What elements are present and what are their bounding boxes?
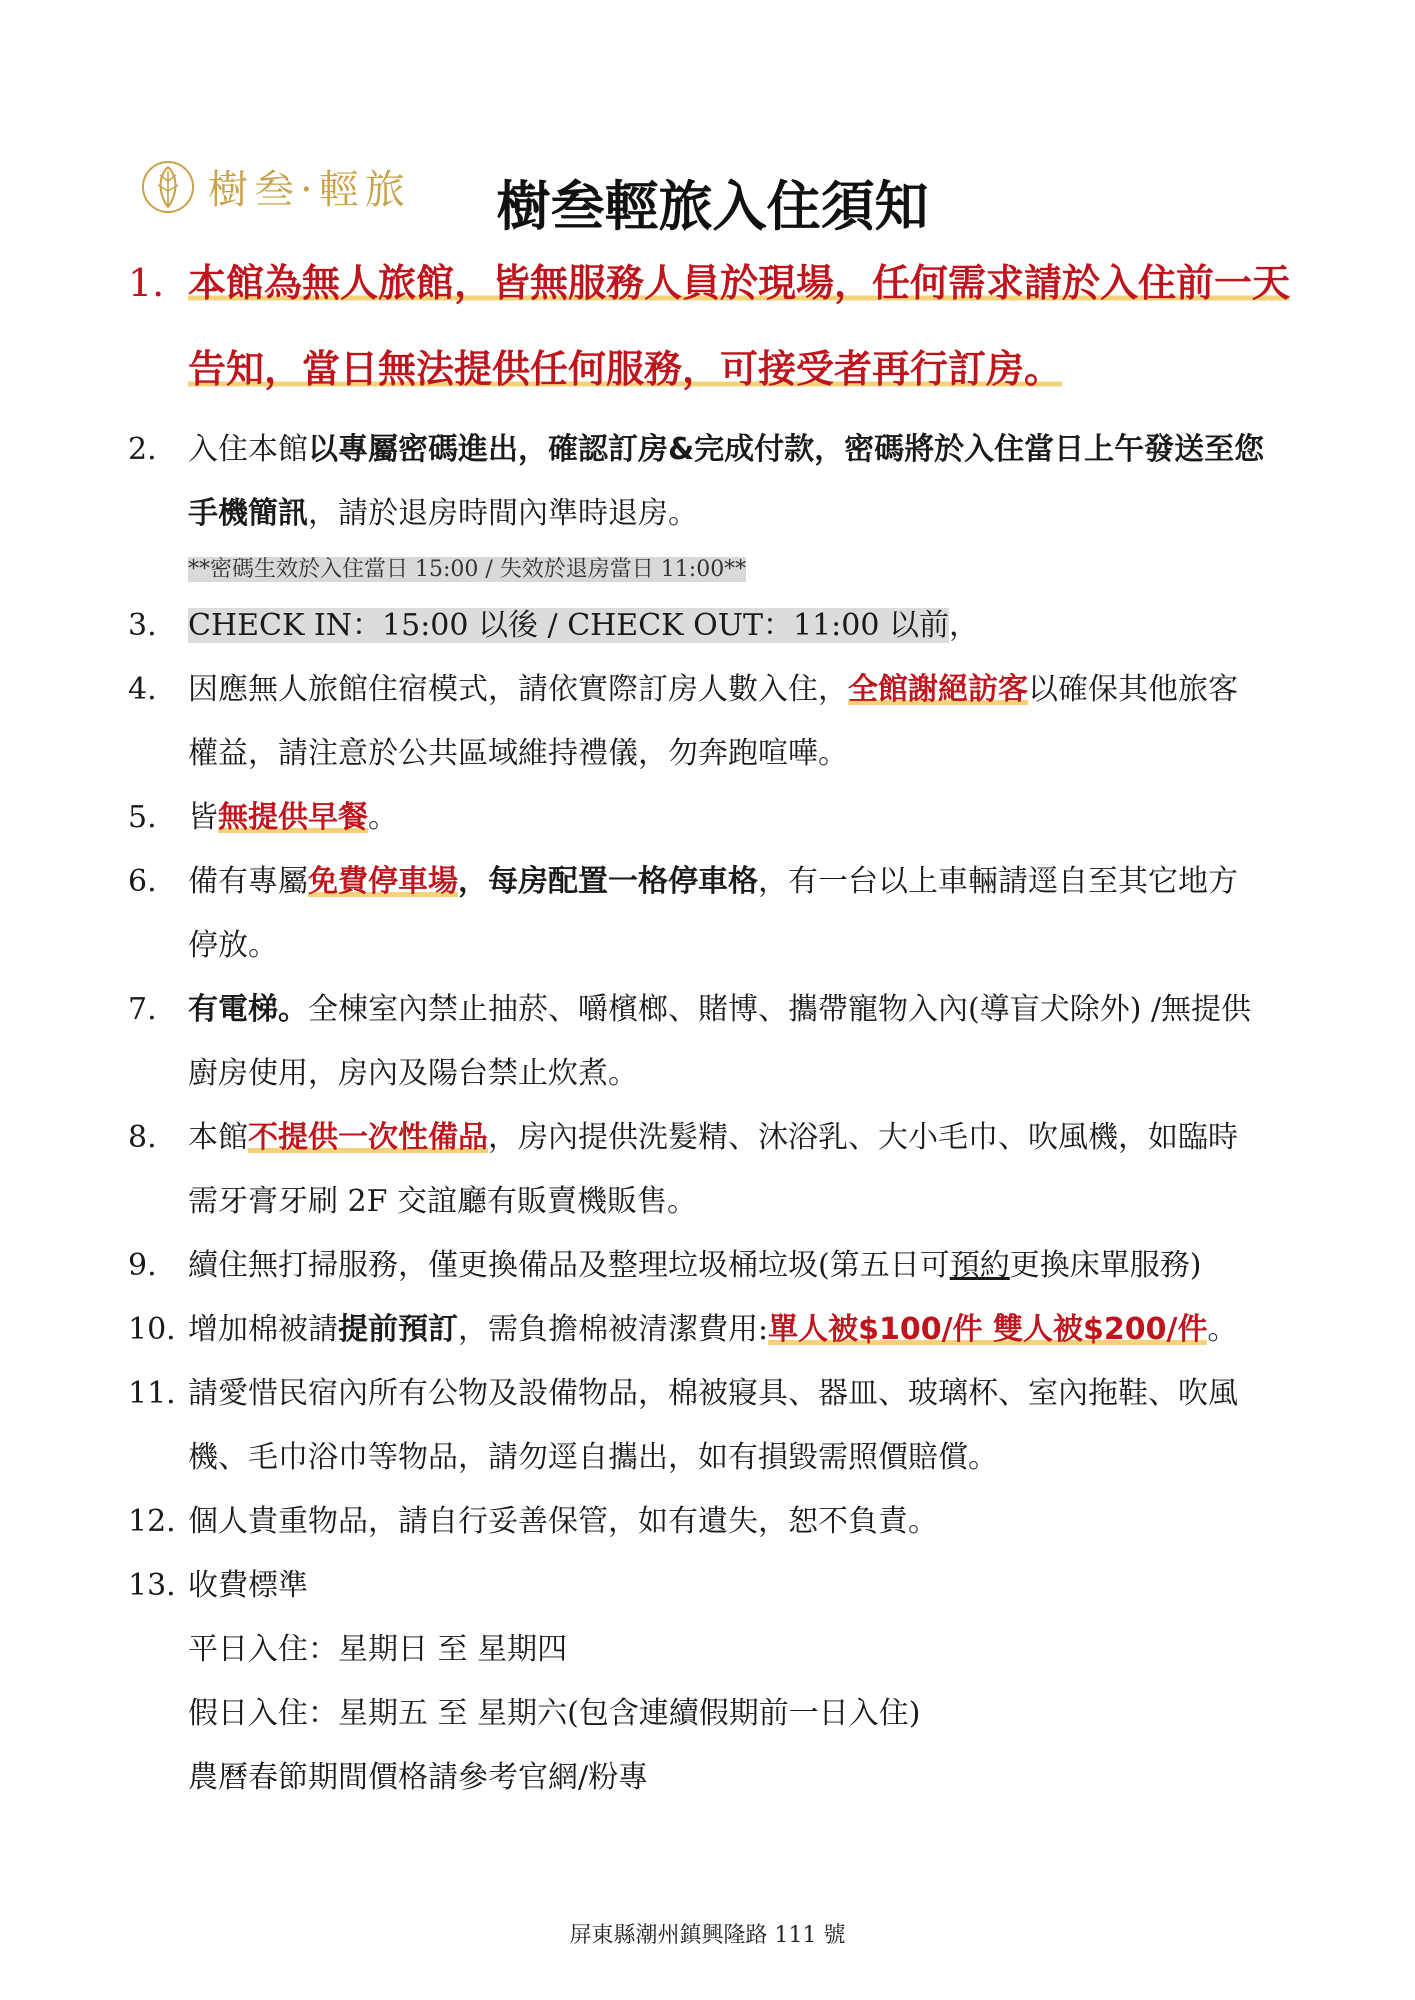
- rule-item-13: 13. 收費標準: [128, 1568, 308, 1603]
- rate-lunar-new-year: 農曆春節期間價格請參考官網/粉專: [188, 1760, 649, 1795]
- page-title: 樹叁輕旅入住須知: [496, 175, 929, 238]
- rule-item-11: 11. 請愛惜民宿內所有公物及設備物品，棉被寢具、器皿、玻璃杯、室內拖鞋、吹風 機、毛巾浴巾等物品，請勿逕自攜出，如有損毀需照價賠償。: [128, 1376, 1238, 1475]
- password-note: **密碼生效於入住當日 15:00 / 失效於退房當日 11:00**: [188, 557, 747, 582]
- rule-item-3: 3. CHECK IN：15:00 以後 / CHECK OUT：11:00 以前，: [128, 608, 979, 643]
- rules-list: [128, 240, 1291, 1810]
- rule-item-9: 9. 續住無打掃服務，僅更換備品及整理垃圾桶垃圾(第五日可預約更換床單服務): [128, 1248, 1202, 1283]
- logo-text: 樹叁·輕旅: [208, 167, 411, 213]
- rule-item-5: 5. 皆無提供早餐。: [128, 800, 398, 835]
- rule-item-6: 6. 備有專屬免費停車場，每房配置一格停車格，有一台以上車輛請逕自至其它地方 停放。: [128, 864, 1238, 963]
- rule-item-7: 7. 有電梯。全棟室內禁止抽菸、嚼檳榔、賭博、攜帶寵物入內(導盲犬除外) /無提供 廚房使用，房內及陽台禁止炊煮。: [128, 992, 1252, 1091]
- rule-item-2: 2. 入住本館以專屬密碼進出，確認訂房&完成付款，密碼將於入住當日上午發送至您 手機簡訊，請於退房時間內準時退房。 **密碼生效於入住當日 15:00 / 失效於退房當日 11:00**: [128, 432, 1265, 582]
- address: 屏東縣潮州鎮興隆路 111 號: [569, 1923, 846, 1948]
- rule-item-8: 8. 本館不提供一次性備品，房內提供洗髮精、沐浴乳、大小毛巾、吹風機，如臨時 需牙膏牙刷 2F 交誼廳有販賣機販售。: [128, 1120, 1238, 1219]
- rule-item-4: 4. 因應無人旅館住宿模式，請依實際訂房人數入住，全館謝絕訪客以確保其他旅客 權益，請注意於公共區域維持禮儀，勿奔跑喧嘩。: [128, 672, 1238, 771]
- rule-item-1: 1. 本館為無人旅館，皆無服務人員於現場，任何需求請於入住前一天 告知，當日無法提供任何服務，可接受者再行訂房。: [128, 261, 1291, 391]
- checkin-checkout-times: CHECK IN：15:00 以後 / CHECK OUT：11:00 以前: [188, 608, 949, 643]
- rate-weekend: 假日入住：星期五 至 星期六(包含連續假期前一日入住): [188, 1696, 921, 1731]
- rule-item-10: 10. 增加棉被請提前預訂，需負擔棉被清潔費用:單人被$100/件 雙人被$200/件。: [128, 1312, 1238, 1347]
- rate-weekday: 平日入住：星期日 至 星期四: [188, 1632, 568, 1667]
- rule-item-12: 12. 個人貴重物品，請自行妥善保管，如有遺失，恕不負責。: [128, 1504, 938, 1539]
